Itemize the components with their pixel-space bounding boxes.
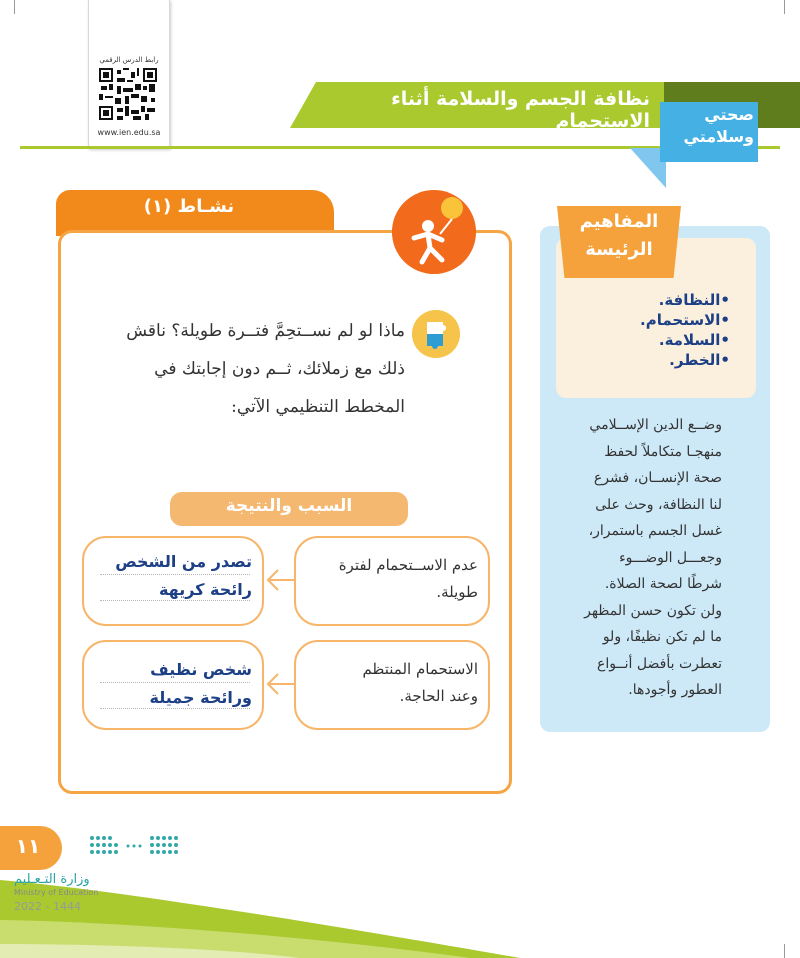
organizer-label: السبب والنتيجة: [225, 496, 353, 516]
answer-line: [100, 708, 250, 709]
activity-question: [115, 312, 405, 426]
effect-line: ورائحة جميلة: [149, 688, 252, 707]
qr-card[interactable]: [88, 0, 170, 149]
footer-swoosh: [0, 860, 800, 958]
paragraph-line: غسل الجسم باستمرار،: [588, 523, 722, 539]
effect-line: رائحة كريهة: [158, 580, 252, 599]
unit-title-line: وسلامتي: [683, 127, 754, 146]
paragraph-line: ولن تكون حسن المظهر: [584, 602, 722, 619]
concept-item: •السلامة.: [658, 331, 730, 349]
paragraph-line: لنا النظافة، وحث على: [595, 496, 722, 513]
crop-mark: [784, 0, 785, 14]
effect-text[interactable]: [92, 656, 252, 712]
paragraph-line: العطور وأجودها.: [628, 682, 722, 698]
effect-text[interactable]: [92, 548, 252, 604]
paragraph-line: منهجـا متكاملاً لحفظ: [604, 443, 722, 460]
cause-line: طويلة.: [436, 583, 478, 601]
arrow-left-icon: [262, 664, 298, 704]
question-line: ماذا لو لم نســتحِمَّ فتــرة طويلة؟ ناقش: [126, 321, 405, 341]
concepts-title: [557, 208, 681, 264]
paragraph-line: شرطًا لصحة الصلاة.: [604, 576, 722, 592]
paragraph-line: وضــع الدين الإســلامي: [589, 417, 722, 433]
ministry-name: وزارة التـعـليم: [14, 872, 90, 887]
cause-line: وعند الحاجة.: [399, 687, 478, 705]
cause-line: عدم الاســتحمام لفترة: [338, 556, 478, 574]
puzzle-icon: [412, 310, 460, 358]
unit-title: [660, 104, 754, 148]
answer-line: [100, 682, 250, 683]
cause-line: الاستحمام المنتظم: [362, 660, 478, 678]
arrow-left-icon: [262, 560, 298, 600]
page-number: ١١: [15, 834, 41, 858]
question-line: ذلك مع زملائك، ثــم دون إجابتك في: [154, 359, 405, 379]
cause-text: [300, 552, 478, 606]
paragraph-line: وجعـــل الوضـــوء: [619, 549, 722, 566]
unit-title-line: صحتي: [704, 105, 754, 124]
concepts-list: [560, 290, 730, 370]
lesson-title: نظافة الجسم والسلامة أثناء الاستحمام: [391, 88, 650, 132]
effect-line: شخص نظيف: [150, 660, 252, 679]
activity-title: نشـاط (١): [143, 196, 235, 217]
edition-year: 2022 - 1444: [14, 900, 81, 913]
paragraph-line: تعطرت بأفضل أنــواع: [596, 655, 722, 672]
paragraph-line: ما لم تكن نظيفًا، ولو: [602, 629, 722, 645]
qr-code-icon: [99, 68, 157, 120]
effect-line: تصدر من الشخص: [115, 552, 252, 571]
concept-item: •الخطر.: [669, 351, 730, 369]
ministry-name-en: Ministry of Education: [14, 888, 99, 897]
balloon-child-icon: [392, 190, 476, 274]
paragraph-line: صحة الإنســان، فشرع: [593, 470, 722, 486]
concept-item: •الاستحمام.: [640, 311, 730, 329]
answer-line: [100, 600, 250, 601]
concept-item: •النظافة.: [658, 291, 730, 309]
concepts-title-line: الرئيسة: [585, 239, 653, 260]
ministry-logo-icon: [88, 832, 184, 862]
answer-line: [100, 574, 250, 575]
qr-url[interactable]: www.ien.edu.sa: [97, 128, 161, 137]
concepts-title-line: المفاهيم: [579, 211, 659, 232]
qr-label: رابط الدرس الرقمي: [99, 56, 159, 64]
crop-mark: [14, 0, 15, 14]
question-line: المخطط التنظيمي الآتي:: [231, 397, 405, 417]
cause-text: [300, 656, 478, 710]
sidebar-paragraph: [550, 412, 722, 704]
